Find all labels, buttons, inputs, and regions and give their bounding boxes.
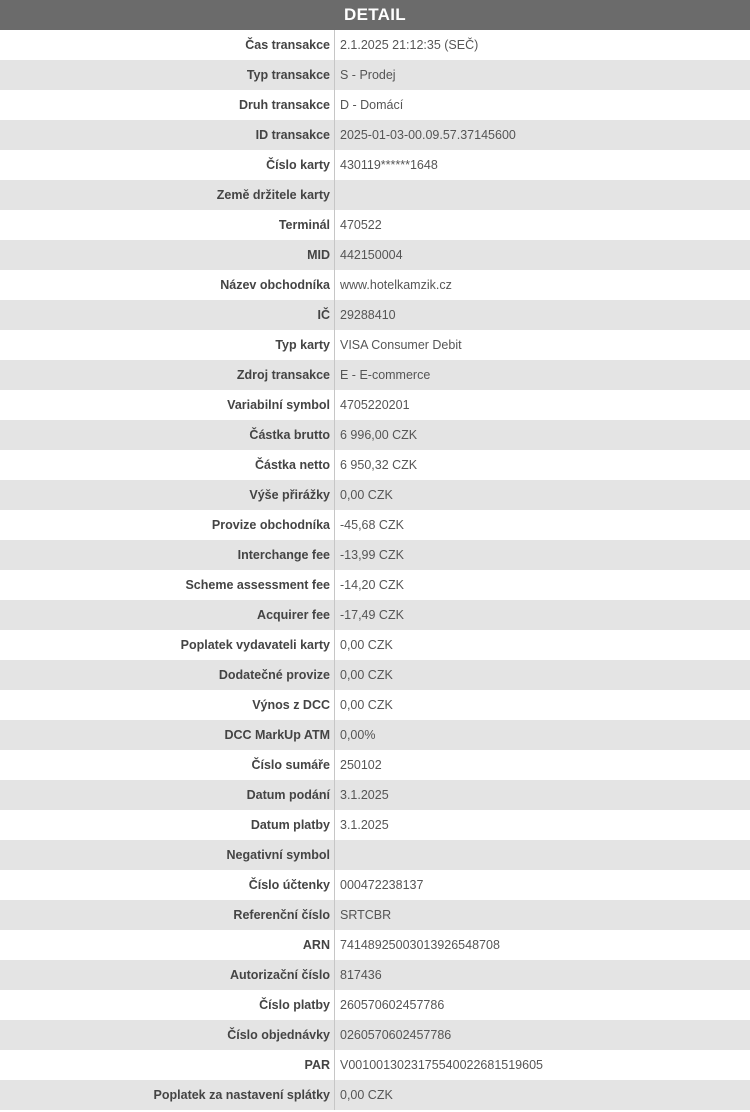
detail-row (0, 780, 750, 810)
detail-row (0, 300, 750, 330)
field-value: 0,00 CZK (340, 668, 393, 682)
detail-row (0, 900, 750, 930)
detail-row (0, 120, 750, 150)
field-value: www.hotelkamzik.cz (340, 278, 452, 292)
field-value: 0,00 CZK (340, 488, 393, 502)
field-label: Číslo sumáře (251, 758, 330, 772)
field-label: Číslo účtenky (248, 878, 330, 892)
field-value: 0,00 CZK (340, 698, 393, 712)
field-value: E - E-commerce (340, 368, 431, 382)
field-value: 3.1.2025 (340, 788, 389, 802)
detail-row (0, 600, 750, 630)
field-value (335, 180, 750, 210)
field-value: 6 950,32 CZK (340, 458, 418, 472)
detail-row (0, 360, 750, 390)
field-label: Autorizační číslo (229, 968, 330, 982)
detail-row (0, 870, 750, 900)
detail-row (0, 480, 750, 510)
field-label: Provize obchodníka (211, 518, 330, 532)
field-value: 817436 (340, 968, 382, 982)
field-value: VISA Consumer Debit (340, 338, 462, 352)
detail-row (0, 1020, 750, 1050)
detail-row (0, 960, 750, 990)
field-value: 0,00% (340, 728, 376, 742)
field-value: -17,49 CZK (340, 608, 404, 622)
detail-row (0, 210, 750, 240)
field-value: 0,00 CZK (340, 638, 393, 652)
detail-row (0, 630, 750, 660)
field-value: 442150004 (340, 248, 403, 262)
field-value: 2.1.2025 21:12:35 (SEČ) (340, 38, 479, 52)
detail-row (0, 450, 750, 480)
detail-row (0, 990, 750, 1020)
field-label: Druh transakce (238, 98, 330, 112)
detail-row (0, 840, 750, 870)
detail-row (0, 930, 750, 960)
detail-row (0, 750, 750, 780)
field-value: -45,68 CZK (340, 518, 404, 532)
field-value: V0010013023175540022681519605 (340, 1058, 543, 1072)
detail-row (0, 390, 750, 420)
field-label: Zdroj transakce (236, 368, 330, 382)
detail-row (0, 150, 750, 180)
detail-title: DETAIL (344, 5, 406, 24)
field-label: Referenční číslo (233, 908, 330, 922)
field-label: Poplatek vydavateli karty (180, 638, 330, 652)
field-label: Typ karty (275, 338, 330, 352)
detail-row (0, 510, 750, 540)
field-label: Datum podání (246, 788, 330, 802)
field-label: Číslo objednávky (227, 1028, 330, 1042)
field-value: 260570602457786 (340, 998, 445, 1012)
field-value: 0260570602457786 (340, 1028, 452, 1042)
field-label: Název obchodníka (220, 278, 330, 292)
field-value: 000472238137 (340, 878, 424, 892)
field-value: 29288410 (340, 308, 396, 322)
detail-row (0, 420, 750, 450)
field-value (335, 840, 750, 870)
field-label: Výnos z DCC (252, 698, 330, 712)
field-value: 0,00 CZK (340, 1088, 393, 1102)
detail-row (0, 30, 750, 60)
field-label: PAR (304, 1058, 330, 1072)
field-label: MID (307, 248, 330, 262)
field-value: 6 996,00 CZK (340, 428, 418, 442)
field-label: ID transakce (255, 128, 330, 142)
field-label: Poplatek za nastavení splátky (153, 1088, 330, 1102)
detail-row (0, 810, 750, 840)
field-value: S - Prodej (340, 68, 396, 82)
field-value: 430119******1648 (340, 158, 438, 172)
field-label: Acquirer fee (257, 608, 330, 622)
detail-header (0, 0, 750, 30)
field-label: Scheme assessment fee (185, 578, 330, 592)
detail-row (0, 240, 750, 270)
detail-table (0, 30, 750, 1110)
detail-row (0, 570, 750, 600)
field-label: Interchange fee (237, 548, 330, 562)
field-label: Země držitele karty (216, 188, 330, 202)
field-label: Datum platby (250, 818, 330, 832)
detail-row (0, 270, 750, 300)
field-label: IČ (317, 308, 330, 322)
field-value: 250102 (340, 758, 382, 772)
detail-row (0, 720, 750, 750)
field-label: Terminál (278, 218, 330, 232)
field-label: Částka netto (254, 458, 330, 472)
detail-row (0, 180, 750, 210)
field-label: Dodatečné provize (218, 668, 330, 682)
field-value: -13,99 CZK (340, 548, 404, 562)
detail-row (0, 540, 750, 570)
field-label: Typ transakce (246, 68, 330, 82)
field-label: Výše přirážky (249, 488, 330, 502)
field-label: Částka brutto (249, 428, 330, 442)
field-label: Číslo karty (266, 158, 330, 172)
detail-row (0, 330, 750, 360)
field-label: Negativní symbol (226, 848, 330, 862)
field-label: Číslo platby (259, 998, 330, 1012)
field-value: -14,20 CZK (340, 578, 404, 592)
field-value: D - Domácí (340, 98, 404, 112)
field-label: Variabilní symbol (227, 398, 330, 412)
field-label: DCC MarkUp ATM (224, 728, 330, 742)
field-value: SRTCBR (340, 908, 392, 922)
field-label: ARN (302, 938, 330, 952)
detail-row (0, 60, 750, 90)
field-value: 4705220201 (340, 398, 410, 412)
detail-row (0, 690, 750, 720)
field-value: 2025-01-03-00.09.57.37145600 (340, 128, 516, 142)
field-label: Čas transakce (245, 38, 330, 52)
detail-row (0, 90, 750, 120)
detail-row (0, 660, 750, 690)
field-value: 470522 (340, 218, 382, 232)
detail-row (0, 1050, 750, 1080)
detail-row (0, 1080, 750, 1110)
field-value: 74148925003013926548708 (340, 938, 500, 952)
field-value: 3.1.2025 (340, 818, 389, 832)
